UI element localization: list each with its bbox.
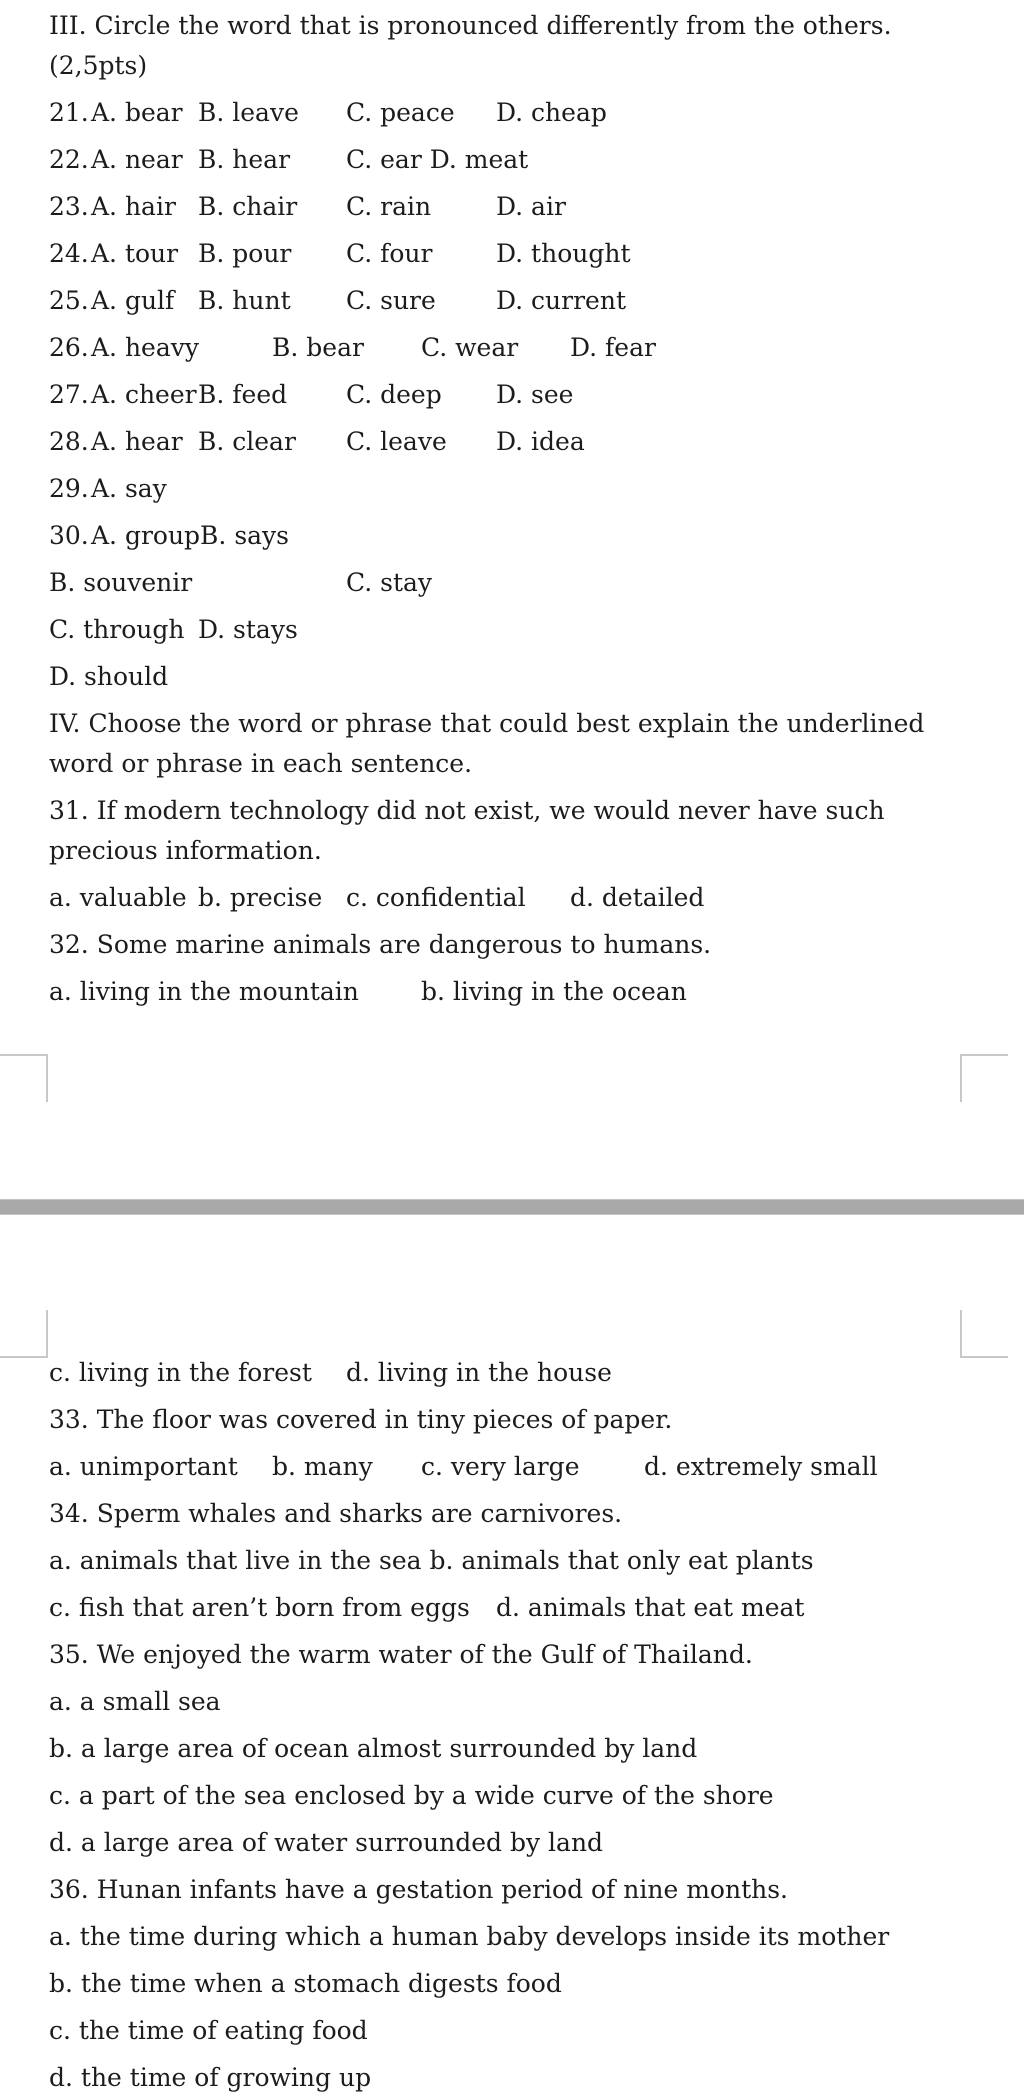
q32-option-b: b. living in the ocean <box>421 977 687 1006</box>
q28-number: 28. <box>49 427 89 456</box>
q27-number: 27. <box>49 380 89 409</box>
q25-number: 25. <box>49 286 89 315</box>
q28-option-b: B. clear <box>198 427 296 456</box>
q35-option-d: d. a large area of water surrounded by land <box>49 1828 604 1857</box>
page-separator <box>0 1199 1024 1215</box>
q25-option-b: B. hunt <box>198 286 291 315</box>
q31-text-line1: 31. If modern technology did not exist, we would never have such <box>49 796 885 825</box>
q35-option-c: c. a part of the sea enclosed by a wide curve of the shore <box>49 1781 774 1810</box>
q34-text: 34. Sperm whales and sharks are carnivores. <box>49 1499 623 1528</box>
q22-number: 22. <box>49 145 89 174</box>
q21-option-c: C. peace <box>346 98 455 127</box>
q31-text-line2: precious information. <box>49 836 322 865</box>
section-3-points: (2,5pts) <box>49 51 148 80</box>
q27-option-d: D. see <box>496 380 574 409</box>
q30-option-ab: A. groupB. says <box>91 521 290 550</box>
q31-option-b: b. precise <box>198 883 323 912</box>
q24-option-c: C. four <box>346 239 433 268</box>
q23-option-c: C. rain <box>346 192 432 221</box>
q34-option-ab: a. animals that live in the sea b. animals that only eat plants <box>49 1546 814 1575</box>
q35-option-b: b. a large area of ocean almost surrounded by land <box>49 1734 698 1763</box>
q35-text: 35. We enjoyed the warm water of the Gulf of Thailand. <box>49 1640 753 1669</box>
crop-mark-bottom-left <box>0 1310 48 1358</box>
q21-option-a: A. bear <box>91 98 183 127</box>
q23-option-b: B. chair <box>198 192 298 221</box>
q27-option-a: A. cheer <box>91 380 197 409</box>
q32-option-c: c. living in the forest <box>49 1358 312 1387</box>
q25-option-a: A. gulf <box>91 286 175 315</box>
section-4-title-line1: IV. Choose the word or phrase that could best explain the underlined <box>49 709 925 738</box>
q25-option-d: D. current <box>496 286 626 315</box>
q32-option-a: a. living in the mountain <box>49 977 359 1006</box>
crop-mark-top-right <box>960 1054 1008 1102</box>
q33-text: 33. The floor was covered in tiny pieces of paper. <box>49 1405 673 1434</box>
q24-option-a: A. tour <box>91 239 179 268</box>
extra-option-d: D. stays <box>198 615 298 644</box>
q26-option-d: D. fear <box>570 333 656 362</box>
crop-mark-bottom-right <box>960 1310 1008 1358</box>
section-4-title-line2: word or phrase in each sentence. <box>49 749 473 778</box>
q34-option-d: d. animals that eat meat <box>496 1593 805 1622</box>
q21-option-b: B. leave <box>198 98 299 127</box>
extra-option-c: C. stay <box>346 568 433 597</box>
q33-option-c: c. very large <box>421 1452 580 1481</box>
q22-option-a: A. near <box>91 145 183 174</box>
q36-option-b: b. the time when a stomach digests food <box>49 1969 562 1998</box>
q26-option-a: A. heavy <box>91 333 199 362</box>
q26-option-c: C. wear <box>421 333 519 362</box>
q32-option-d: d. living in the house <box>346 1358 612 1387</box>
q25-option-c: C. sure <box>346 286 436 315</box>
extra-option-c2: C. through <box>49 615 185 644</box>
q36-option-c: c. the time of eating food <box>49 2016 368 2045</box>
q21-option-d: D. cheap <box>496 98 607 127</box>
q36-text: 36. Hunan infants have a gestation period of nine months. <box>49 1875 789 1904</box>
q24-option-d: D. thought <box>496 239 631 268</box>
q24-number: 24. <box>49 239 89 268</box>
section-3-title: III. Circle the word that is pronounced differently from the others. <box>49 11 892 40</box>
q33-option-d: d. extremely small <box>644 1452 878 1481</box>
q23-number: 23. <box>49 192 89 221</box>
q23-option-d: D. air <box>496 192 566 221</box>
q26-number: 26. <box>49 333 89 362</box>
q26-option-b: B. bear <box>272 333 364 362</box>
q31-option-a: a. valuable <box>49 883 187 912</box>
q27-option-b: B. feed <box>198 380 288 409</box>
q29-number: 29. <box>49 474 89 503</box>
q35-option-a: a. a small sea <box>49 1687 221 1716</box>
q21-number: 21. <box>49 98 89 127</box>
q28-option-a: A. hear <box>91 427 183 456</box>
q24-option-b: B. pour <box>198 239 292 268</box>
crop-mark-top-left <box>0 1054 48 1102</box>
q34-option-c: c. fish that aren’t born from eggs <box>49 1593 470 1622</box>
q33-option-b: b. many <box>272 1452 373 1481</box>
extra-option-d2: D. should <box>49 662 169 691</box>
q36-option-a: a. the time during which a human baby develops inside its mother <box>49 1922 890 1951</box>
q28-option-c: C. leave <box>346 427 447 456</box>
q22-option-cd: C. ear D. meat <box>346 145 529 174</box>
q22-option-b: B. hear <box>198 145 291 174</box>
q27-option-c: C. deep <box>346 380 442 409</box>
q29-option-a: A. say <box>91 474 167 503</box>
q30-number: 30. <box>49 521 89 550</box>
q28-option-d: D. idea <box>496 427 585 456</box>
q31-option-d: d. detailed <box>570 883 705 912</box>
q33-option-a: a. unimportant <box>49 1452 238 1481</box>
q23-option-a: A. hair <box>91 192 176 221</box>
q32-text: 32. Some marine animals are dangerous to humans. <box>49 930 712 959</box>
q36-option-d: d. the time of growing up <box>49 2063 372 2092</box>
extra-option-b: B. souvenir <box>49 568 193 597</box>
q31-option-c: c. confidential <box>346 883 526 912</box>
